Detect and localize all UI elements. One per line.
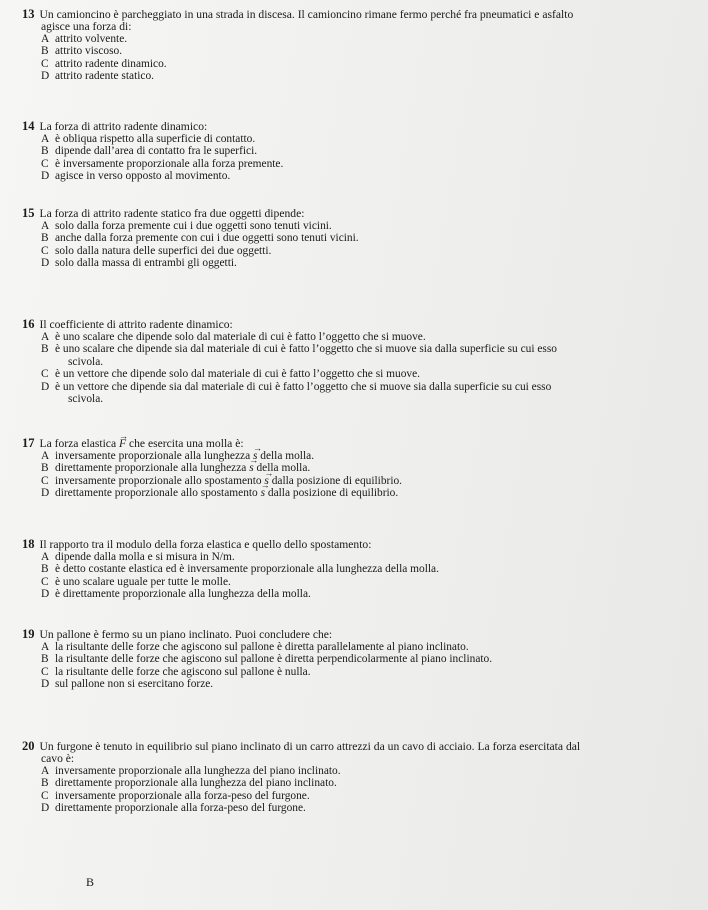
- option-d[interactable]: D solo dalla massa di entrambi gli oggetti.: [41, 257, 237, 270]
- question-stem: La forza elastica → F che esercita una molla è:: [40, 437, 244, 450]
- option-d[interactable]: D è un vettore che dipende sia dal materiale di cui è fatto l’oggetto che si muove sia dalla superficie su cui esso: [41, 380, 552, 393]
- option-c[interactable]: C è un vettore che dipende solo dal materiale di cui è fatto l’oggetto che si muove.: [41, 368, 421, 381]
- displacement-vector-symbol: → s: [261, 487, 265, 499]
- question-stem: La forza di attrito radente dinamico:: [39, 120, 208, 133]
- question-number: 16: [22, 317, 35, 331]
- option-a[interactable]: A inversamente proporzionale alla lunghezza del piano inclinato.: [41, 765, 341, 777]
- question-number: 14: [22, 119, 35, 133]
- displacement-vector-symbol: → s: [253, 450, 257, 462]
- question-20: [22, 740, 580, 815]
- option-b[interactable]: B è uno scalare che dipende sia dal materiale di cui è fatto l’oggetto che si muove sia dalla superficie su cui esso: [41, 343, 557, 356]
- option-b-continued: scivola.: [68, 355, 104, 368]
- question-number: 17: [22, 436, 35, 450]
- force-vector-symbol: → F: [119, 438, 126, 450]
- option-c[interactable]: C la risultante delle forze che agiscono sul pallone è nulla.: [41, 665, 311, 678]
- option-a[interactable]: A dipende dalla molla e si misura in N/m.: [41, 551, 235, 563]
- option-d[interactable]: D sul pallone non si esercitano forze.: [41, 678, 214, 691]
- option-a[interactable]: A la risultante delle forze che agiscono sul pallone è diretta parallelamente al piano inclinato.: [41, 641, 469, 653]
- question-stem: Un pallone è fermo su un piano inclinato. Puoi concludere che:: [39, 628, 333, 641]
- displacement-vector-symbol: → s: [264, 475, 268, 487]
- option-d[interactable]: D agisce in verso opposto al movimento.: [41, 170, 231, 183]
- option-c[interactable]: C è uno scalare uguale per tutte le molle.: [41, 575, 231, 588]
- question-number: 18: [22, 537, 35, 551]
- option-a[interactable]: A è uno scalare che dipende solo dal materiale di cui è fatto l’oggetto che si muove.: [41, 331, 426, 343]
- option-d[interactable]: D attrito radente statico.: [41, 70, 154, 83]
- question-stem: La forza di attrito radente statico fra due oggetti dipende:: [39, 207, 305, 220]
- question-stem: Il coefficiente di attrito radente dinamico:: [39, 318, 233, 331]
- option-a[interactable]: A inversamente proporzionale alla lunghezza → s della molla.: [41, 450, 402, 462]
- option-b[interactable]: B attrito viscoso.: [41, 45, 123, 58]
- option-d[interactable]: D è direttamente proporzionale alla lunghezza della molla.: [41, 588, 311, 601]
- option-b[interactable]: B dipende dall’area di contatto fra le superfici.: [41, 145, 258, 158]
- option-a[interactable]: A è obliqua rispetto alla superficie di contatto.: [41, 133, 256, 145]
- option-b[interactable]: B direttamente proporzionale alla lunghezza → s della molla.: [41, 462, 402, 474]
- question-number: 20: [22, 739, 35, 753]
- page-footer-letter: B: [86, 875, 95, 889]
- question-stem-continued: cavo è:: [41, 752, 75, 765]
- question-14: [22, 120, 283, 183]
- option-c[interactable]: C solo dalla natura delle superfici dei due oggetti.: [41, 244, 272, 257]
- question-number: 15: [22, 206, 35, 220]
- option-d-continued: scivola.: [68, 393, 104, 406]
- question-13: [22, 8, 573, 83]
- question-16: [22, 318, 557, 405]
- option-c[interactable]: C è inversamente proporzionale alla forza premente.: [41, 157, 284, 170]
- option-a[interactable]: A solo dalla forza premente cui i due oggetti sono tenuti vicini.: [41, 220, 332, 232]
- option-b[interactable]: B è detto costante elastica ed è inversamente proporzionale alla lunghezza della molla.: [41, 563, 439, 576]
- question-19: [22, 628, 492, 691]
- option-b[interactable]: B anche dalla forza premente con cui i due oggetti sono tenuti vicini.: [41, 232, 359, 245]
- question-stem: Un camioncino è parcheggiato in una strada in discesa. Il camioncino rimane fermo perché fra pneumatici e asfalto: [39, 8, 574, 21]
- option-c[interactable]: C inversamente proporzionale allo spostamento → s dalla posizione di equilibrio.: [41, 475, 402, 487]
- option-c[interactable]: C attrito radente dinamico.: [41, 57, 167, 70]
- option-a[interactable]: A attrito volvente.: [41, 33, 128, 45]
- option-b[interactable]: B la risultante delle forze che agiscono sul pallone è diretta perpendicolarmente al piano inclinato.: [41, 653, 493, 666]
- option-c[interactable]: C inversamente proporzionale alla forza-peso del furgone.: [41, 789, 310, 802]
- option-b[interactable]: B direttamente proporzionale alla lunghezza del piano inclinato.: [41, 777, 337, 790]
- question-stem: Un furgone è tenuto in equilibrio sul piano inclinato di un carro attrezzi da un cavo di acciaio. La forza esercitata dal: [39, 740, 581, 753]
- displacement-vector-symbol: → s: [249, 462, 253, 474]
- option-d[interactable]: D direttamente proporzionale allo spostamento → s dalla posizione di equilibrio.: [41, 487, 402, 499]
- question-number: 19: [22, 627, 35, 641]
- question-number: 13: [22, 7, 35, 21]
- question-17: [22, 437, 402, 500]
- question-15: [22, 207, 359, 270]
- option-d[interactable]: D direttamente proporzionale alla forza-peso del furgone.: [41, 802, 306, 815]
- question-18: [22, 538, 439, 601]
- question-stem: Il rapporto tra il modulo della forza elastica e quello dello spostamento:: [39, 538, 372, 551]
- question-stem-continued: agisce una forza di:: [41, 20, 132, 33]
